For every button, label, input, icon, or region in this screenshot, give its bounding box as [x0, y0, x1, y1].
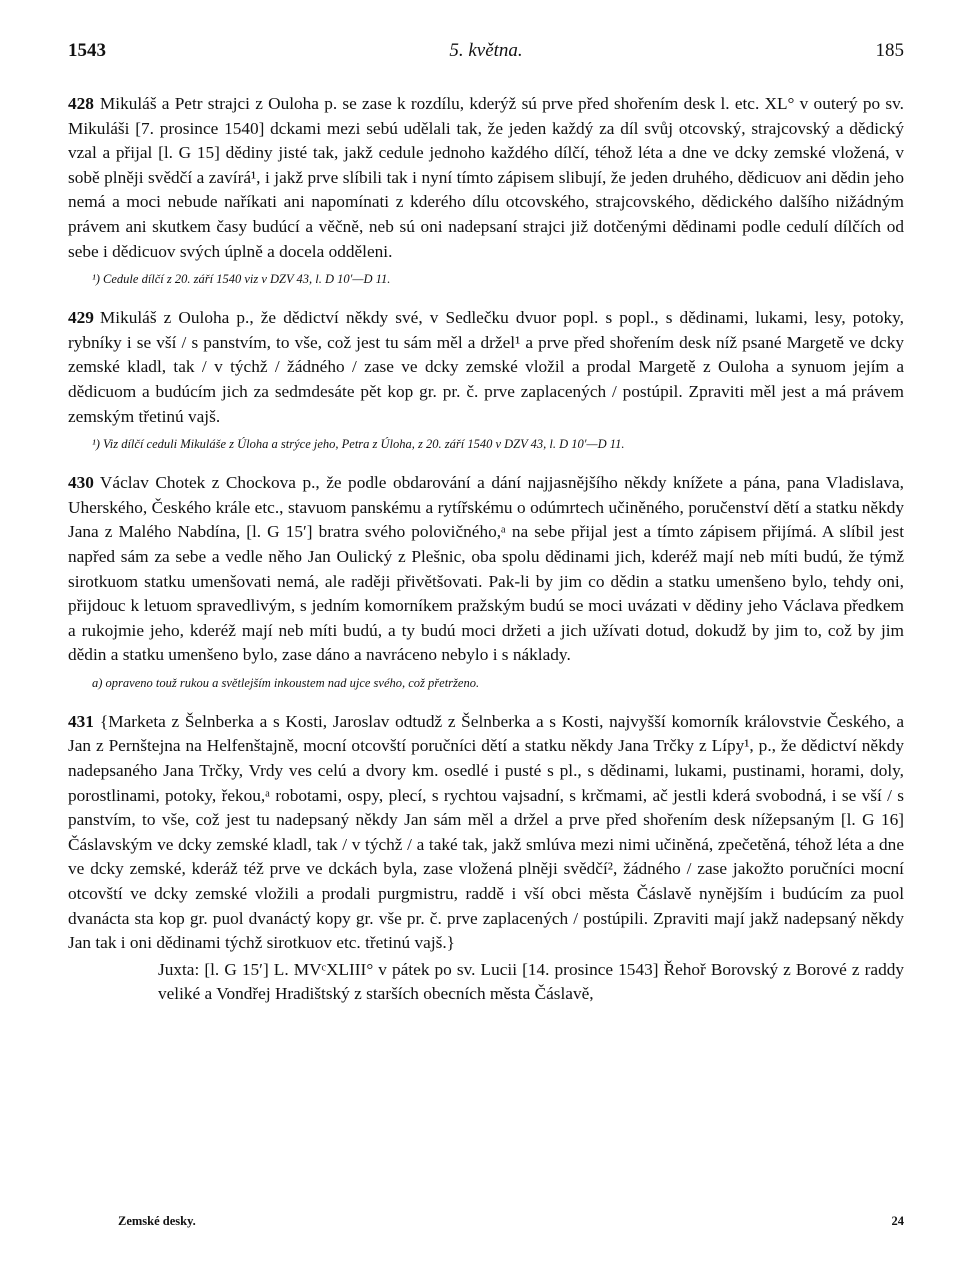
- entry-number: 429: [68, 308, 94, 328]
- footnote: ¹) Viz dílčí ceduli Mikuláše z Úloha a strýce jeho, Petra z Úloha, z 20. září 1540 v DZV 43, l. D 10′—D 11.: [92, 437, 625, 452]
- entry-number: 431: [68, 711, 94, 731]
- entry-text: Mikuláš z Ouloha p., že dědictví někdy své, v Sedlečku dvuor popl. s popl., s dědinami, lukami, lesy, potoky, rybníky i se vší / s panstvím, to vše, což jest tu sám měl a držel¹ a prve před shořením desk níž psané Margetě ve dcky zemské kladl, tak / v týchž / žádného / zase ve dcky zemské vložil a prodal Margetě z Ouloha a synuom jejím a dědicuom a budúcím jich za sedmdesáte pět kop gr. pr. č. prve zaplacených / postúpil. Zpraviti měl jest a má právem zemským třetinú vajš.: [68, 308, 904, 426]
- entry-429: [68, 306, 904, 453]
- entry-428: [68, 92, 904, 288]
- header-date: 5. května.: [449, 40, 523, 61]
- entry-text: Mikuláš a Petr strajci z Ouloha p. se zase k rozdílu, kderýž sú prve před shořením desk l. etc. XL° v outerý po sv. Mikuláši [7. prosince 1540] dckami mezi sebú udělali tak, že jeden každý za díl svůj otcovský, strajcovský a dědický vzal a přijal [l. G 15] dědiny jisté tak, jakž cedule jednoho každého dílčí, téhož léta a dne ve dcky zemské vložená, v sobě plněji svědčí a zavírá¹, i jakž prve slíbili tak i nyní tímto zápisem slibují, že jeden druhého, dědicuov ani dědin jeho nemá a moci nebude naříkati ani napomínati z kderého dílu otcovského, strajcovského, dědického dalšího nižádným právem ani skutkem časy budúcí a věčně, neb sú oni nadepsaní strajci již dotčenými dědinami podle cedulí dílčích od sebe i dědicuov svých úplně a docela odděleni.: [68, 94, 904, 261]
- entry-text: Václav Chotek z Chockova p., že podle obdarování a dání najjasnějšího někdy knížete a pána, pana Vladislava, Uherského, Českého krále etc., stavuom panskému a rytířskému o odúmrtech učiněného, poručenství dětí a statku někdy Jana z Malého Nabdína, [l. G 15′] bratra svého polovičného,ᵃ na sebe přijal jest a tímto zápisem přijímá. A slíbil jest napřed sám za sebe a vedle něho Jan Oulický z Plešnic, oba spolu dědinami jich, kderéž mají neb míti budú, že týmž sirotkuom statku umenšovati nemá, ale raději přivětšovati. Pak-li by jim co dědin a statku umenšeno bylo, tehdy oni, přijdouc k letuom spravedlivým, s jedním komorníkem pražským budú se moci uvázati v dědiny jeho Václava předkem a rukojmie jeho, kderéž mají neb míti budú, a ty budú moci držeti a jich užívati dotud, dokudž by jim to, což by jim dědin a statku umenšeno bylo, zase dáno a navráceno nebylo i s náklady.: [68, 473, 904, 665]
- entry-number: 428: [68, 94, 94, 113]
- juxta-paragraph: [68, 958, 904, 1007]
- header-year: 1543: [68, 40, 106, 61]
- entry-number: 430: [68, 473, 94, 493]
- juxta-text: Juxta: [l. G 15′] L. MVᶜXLIII° v pátek po sv. Lucii [14. prosince 1543] Řehoř Borovský z Borové z raddy veliké a Vondřej Hradištský z starších obecních města Čáslavě,: [158, 959, 904, 1004]
- entry-431: [68, 710, 904, 956]
- footer-sheet-number: 24: [891, 1214, 904, 1228]
- page: [68, 40, 904, 1007]
- footnote: ¹) Cedule dílčí z 20. září 1540 viz v DZV 43, l. D 10′—D 11.: [92, 272, 391, 287]
- entry-text: {Marketa z Šelnberka a s Kosti, Jaroslav odtudž z Šelnberka a s Kosti, najvyšší komorník královstvie Českého, a Jan z Pernštejna na Helfenštajně, mocní otcovští poručníci dětí a statku někdy Jana Trčky z Lípy¹, p., že dědictví někdy nadepsaného Jana Trčky, Vrdy ves celú a dvory km. osedlé i pusté s pl., s dědinami, lukami, pustinami, horami, doly, porostlinami, potoky, řekou,ᵃ robotami, ospy, plecí, s rychtou vajsadní, s krčmami, ač jestli kderá svobodná, i se vší / s panstvím, to vše, což jest tu nadepsaný někdy Jan sám měl a držel a prve před shořením desk nížepsaným [l. G 16] Čáslavským ve dcky zemské kladl, tak / v týchž / a také tak, jakž smlúva mezi nimi učiněná, zpečetěná, téhož léta a dne ve dcky zemské, kderáž též prve ve dckách byla, zase vložená plněji svědčí², žádného / zase jakožto poručníci mocní otcovští ve dcky zemské vložili a prodali purgmistru, raddě i vší obci města Čáslavě nynějším i budúcím za puol dvanácta sta kop gr. puol dvanáctý kopy gr. vše pr. č. prve zaplacených / postúpili. Zpraviti mají jakž nadepsaný někdy Jan tak i oni dědinami týchž sirotkuov etc. třetinú vajš.}: [68, 711, 904, 953]
- footer-signature: Zemské desky.: [118, 1214, 196, 1228]
- entry-430: [68, 471, 904, 692]
- footnote: a) opraveno touž rukou a světlejším inkoustem nad ujce svého, což přetrženo.: [92, 675, 480, 690]
- page-number: 185: [875, 40, 904, 61]
- running-header: [68, 40, 904, 74]
